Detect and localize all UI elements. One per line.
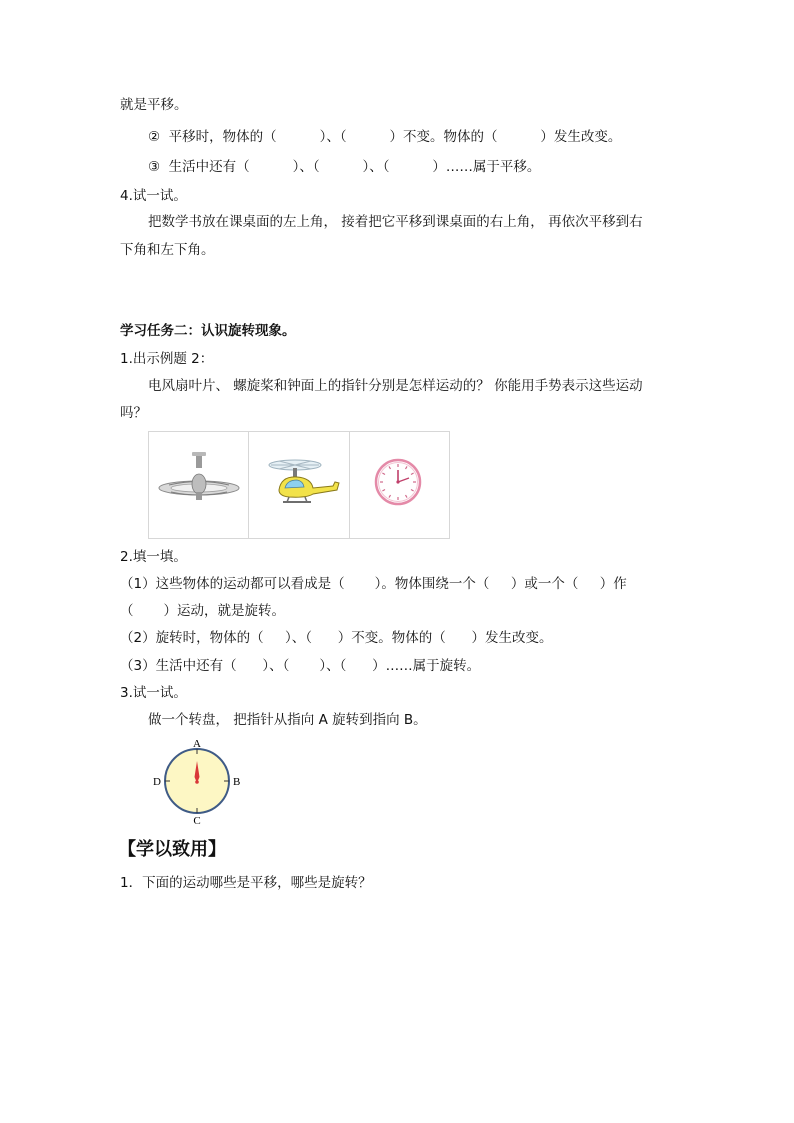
- dial-label-c: C: [193, 815, 201, 824]
- example-label: 1.出示例题 2：: [120, 351, 214, 367]
- fill-item-1-line-2: （ ）运动，就是旋转。: [120, 603, 286, 619]
- fill-item-1-line-1: （1）这些物体的运动都可以看成是（ ）。物体围绕一个（ ）或一个（ ）作: [120, 576, 627, 592]
- example-images: [148, 431, 450, 539]
- ceiling-fan-icon: [149, 432, 249, 538]
- clock-icon: [350, 432, 450, 538]
- question-1: 1．下面的运动哪些是平移，哪些是旋转？: [120, 875, 372, 891]
- try-text-2: 做一个转盘， 把指针从指向 A 旋转到指向 B。: [148, 712, 427, 728]
- dial-label-b: B: [233, 776, 241, 788]
- image-cell-fan: [149, 432, 248, 538]
- image-cell-helicopter: [248, 432, 348, 538]
- task2-heading: 学习任务二：认识旋转现象。: [120, 323, 296, 339]
- fill-blank-item-3: ③ 生活中还有（ ）、（ ）、（ ）……属于平移。: [148, 159, 541, 175]
- example-text-line-2: 吗？: [120, 405, 147, 421]
- fill-item-3: （3）生活中还有（ ）、（ ）、（ ）……属于旋转。: [120, 658, 481, 674]
- section-title: 【学以致用】: [118, 839, 226, 860]
- turntable-dial: [150, 736, 246, 824]
- try-text-line-2: 下角和左下角。: [120, 242, 215, 258]
- helicopter-icon: [249, 432, 349, 538]
- try-heading: 4.试一试。: [120, 188, 187, 204]
- try-text-line-1: 把数学书放在课桌面的左上角， 接着把它平移到课桌面的右上角， 再依次平移到右: [148, 214, 643, 230]
- paragraph-line: 就是平移。: [120, 97, 188, 113]
- fill-blank-item-2: ② 平移时，物体的（ ）、（ ）不变。物体的（ ）发生改变。: [148, 129, 622, 145]
- image-cell-clock: [349, 432, 449, 538]
- dial-label-a: A: [193, 738, 201, 750]
- example-text-line-1: 电风扇叶片、 螺旋桨和钟面上的指针分别是怎样运动的？ 你能用手势表示这些运动: [148, 378, 643, 394]
- try-heading-2: 3.试一试。: [120, 685, 187, 701]
- fill-item-2: （2）旋转时，物体的（ ）、（ ）不变。物体的（ ）发生改变。: [120, 630, 553, 646]
- fill-heading: 2.填一填。: [120, 549, 187, 565]
- dial-label-d: D: [153, 776, 161, 788]
